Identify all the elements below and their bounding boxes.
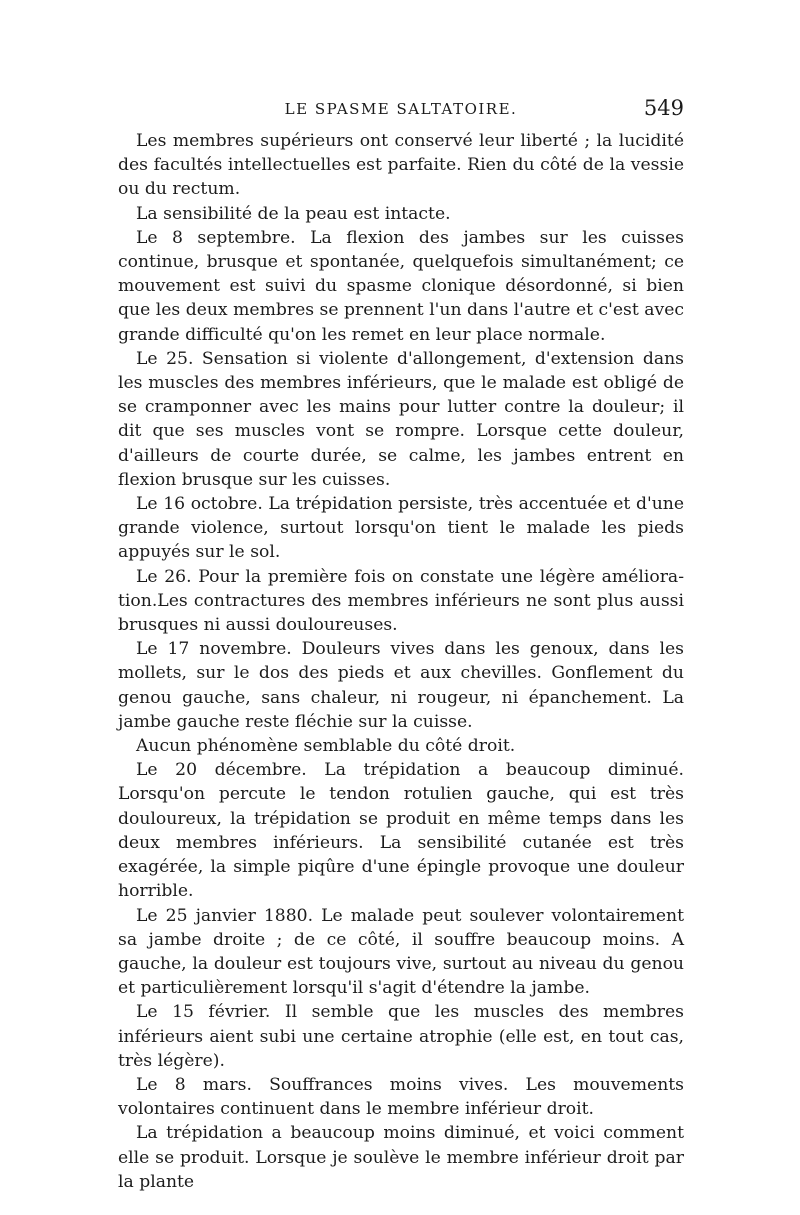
paragraph: Le 25. Sensation si violente d'allongement, d'extension dans les muscles des membres inférieurs, que le malade est obligé de se cramponner avec les mains pour lutter contre la douleur; il dit que ses muscles vont se rompre. Lorsque cette douleur, d'ailleurs de courte durée, se calme, les jambes entrent en flexion brusque sur les cuisses. [118, 348, 684, 490]
paragraph: Le 26. Pour la première fois on constate une légère amélioration.Les contractures des membres inférieurs ne sont plus aussi brusques ni aussi douloureuses. [118, 566, 684, 636]
page-header [118, 98, 684, 128]
paragraph: Le 17 novembre. Douleurs vives dans les genoux, dans les mollets, sur le dos des pieds et aux chevilles. Gonflement du genou gauche, sans chaleur, ni rougeur, ni épanchement. La jambe gauche reste fléchie sur la cuisse. [118, 639, 684, 732]
paragraph: Le 25 janvier 1880. Le malade peut soulever volontairement sa jambe droite ; de ce côté, il souffre beaucoup moins. A gauche, la douleur est toujours vive, surtout au niveau du genou et particulièrement lorsqu'il s'agit d'étendre la jambe. [118, 905, 684, 999]
paragraph: Aucun phénomène semblable du côté droit. [136, 736, 516, 757]
paragraph: Le 16 octobre. La trépidation persiste, très accentuée et d'une grande violence, surtout lorsqu'on tient le malade les pieds appuyés sur le sol. [118, 494, 684, 563]
running-title: LE SPASME SALTATOIRE. [284, 100, 518, 118]
page-number: 549 [643, 96, 684, 120]
paragraph: La sensibilité de la peau est intacte. [136, 203, 451, 224]
paragraph: Le 8 septembre. La flexion des jambes sur les cuisses continue, brusque et spontanée, quelquefois simultanément; ce mouvement est suivi du spasme clonique désordonné, si bien que les deux membres se prennent l'un dans l'autre et c'est avec grande difficulté qu'on les remet en leur place normale. [118, 227, 684, 345]
paragraph: Le 20 décembre. La trépidation a beaucoup diminué. Lorsqu'on percute le tendon rotulien gauche, qui est très douloureux, la trépidation se produit en même temps dans les deux membres inférieurs. La sensibilité cutanée est très exagérée, la simple piqûre d'une épingle provoque une douleur horrible. [118, 760, 684, 902]
paragraph: Le 15 février. Il semble que les muscles des membres inférieurs aient subi une certaine atrophie (elle est, en tout cas, très légère). [118, 1002, 684, 1071]
paragraph: Les membres supérieurs ont conservé leur liberté ; la lucidité des facultés intellectuelles est parfaite. Rien du côté de la vessie ou du rectum. [118, 131, 684, 200]
paragraph: La trépidation a beaucoup moins diminué, et voici comment elle se produit. Lorsque je soulève le membre inférieur droit par la plante [118, 1123, 684, 1192]
body-text [118, 129, 684, 1194]
paragraph: Le 8 mars. Souffrances moins vives. Les mouvements volontaires continuent dans le membre inférieur droit. [118, 1074, 684, 1120]
